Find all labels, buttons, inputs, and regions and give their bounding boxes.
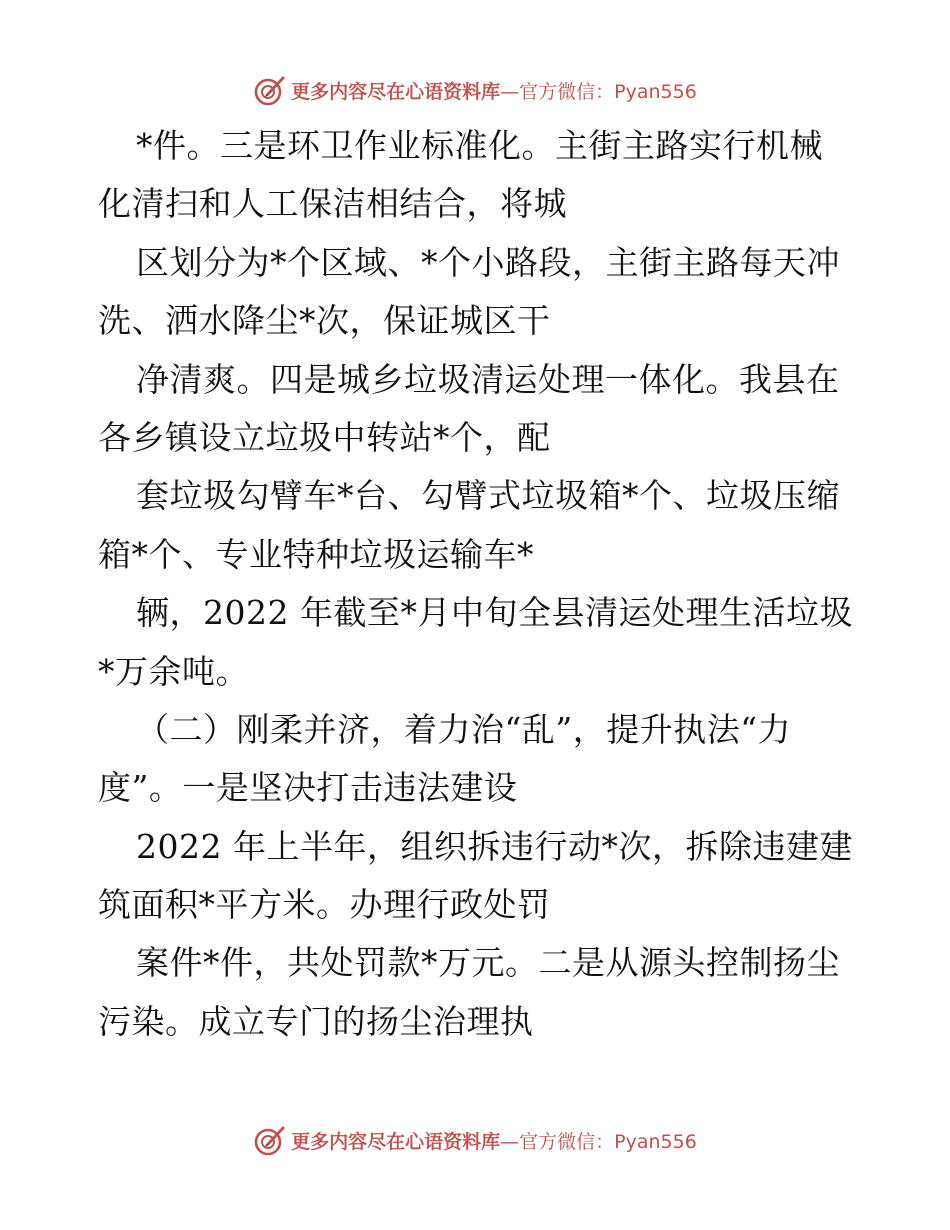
text-line: 箱*个、专业特种垃圾运输车* [98,534,534,574]
text-line: 度”。一是坚决打击违法建设 [98,768,518,808]
header-watermark-banner [0,70,950,110]
text-line: 2022 年上半年，组织拆违行动*次，拆除违建建 [136,826,853,866]
text-line: 化清扫和人工保洁相结合，将城 [98,184,567,224]
text-line: 筑面积*平方米。办理行政处罚 [98,885,551,925]
watermark-title: 更多内容尽在心语资料库 [291,80,501,103]
text-line: 套垃圾勾臂车*台、勾臂式垃圾箱*个、垃圾压缩 [136,476,840,516]
quill-pen-logo-icon [253,73,287,107]
text-line: 案件*件，共处罚款*万元。二是从源头控制扬尘 [136,943,840,983]
text-line: *件。三是环卫作业标准化。主街主路实行机械 [136,126,823,165]
quill-pen-logo-icon [253,1123,287,1157]
watermark-contact: —官方微信：Pyan556 [500,80,697,103]
watermark-contact: —官方微信：Pyan556 [500,1130,697,1153]
text-line: 净清爽。四是城乡垃圾清运处理一体化。我县在 [136,359,840,399]
text-line: 区划分为*个区域、*个小路段，主街主路每天冲 [136,242,840,282]
text-line: *万余吨。 [98,651,249,691]
text-line: 各乡镇设立垃圾中转站*个，配 [98,417,551,457]
text-line: （二）刚柔并济，着力治“乱”，提升执法“力 [136,709,792,749]
document-body [98,117,858,1051]
text-line: 洗、洒水降尘*次，保证城区干 [98,301,551,341]
footer-watermark-banner [0,1120,950,1160]
text-line: 辆，2022 年截至*月中旬全县清运处理生活垃圾 [136,593,853,633]
watermark-title: 更多内容尽在心语资料库 [291,1130,501,1153]
text-line: 污染。成立专门的扬尘治理执 [98,1001,534,1041]
